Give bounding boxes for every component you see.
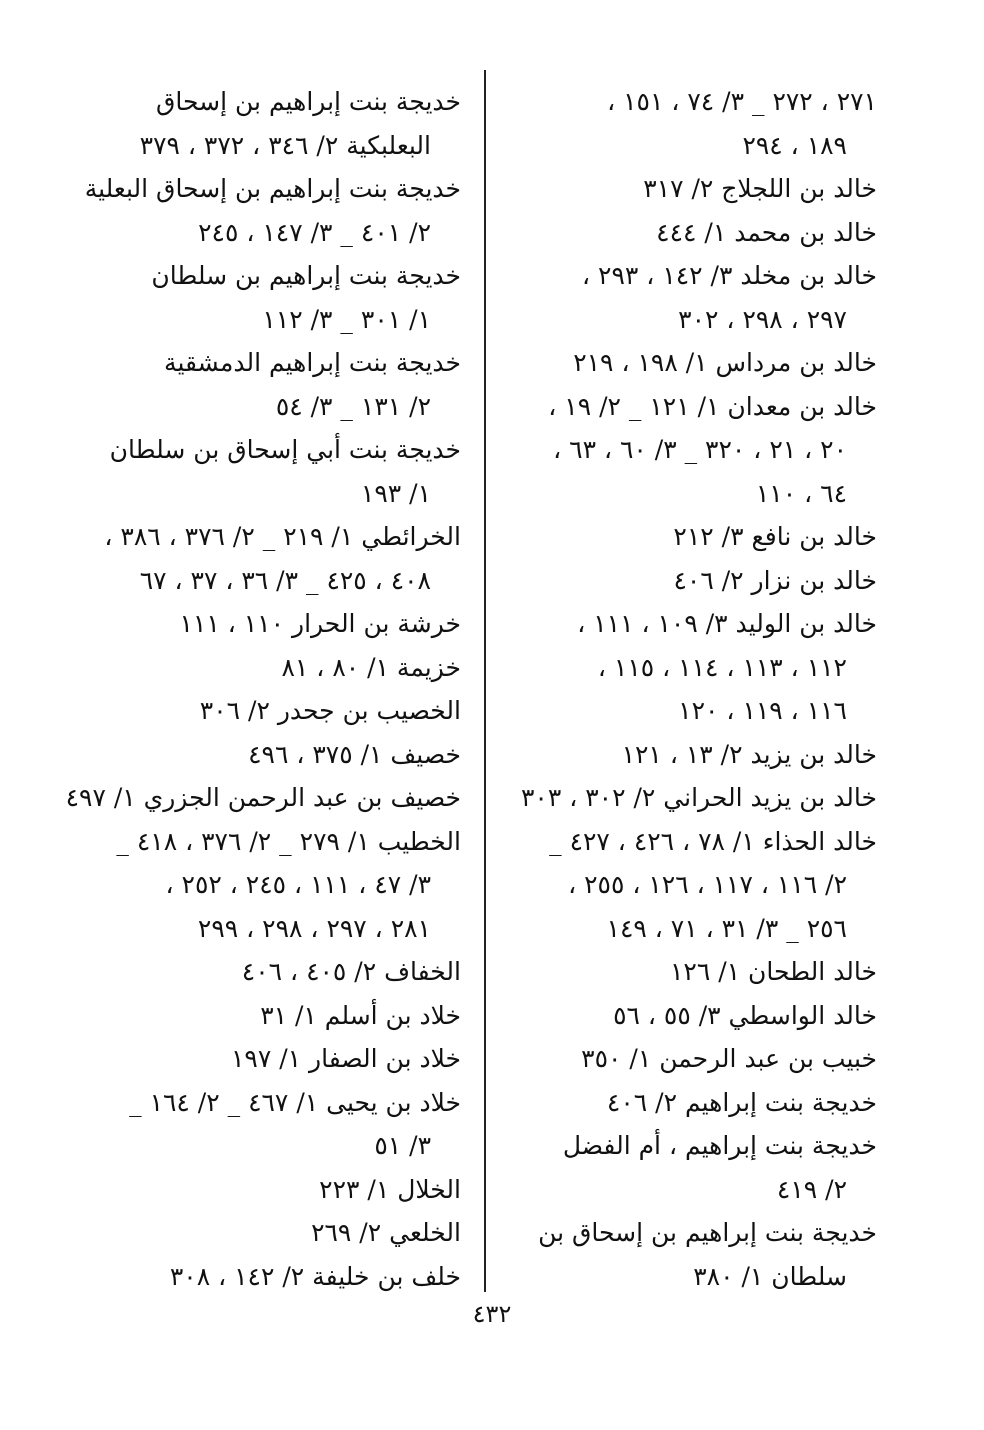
index-entry (95, 820, 461, 951)
index-entry (95, 1081, 461, 1168)
entry-heading-line: خالد بن مرداس ١/ ١٩٨ ، ٢١٩ (573, 348, 877, 377)
entry-heading-line: خالد بن نزار ٢/ ٤٠٦ (673, 565, 877, 595)
index-entry (95, 733, 461, 777)
index-entry (95, 1211, 461, 1255)
index-entry (505, 211, 877, 255)
index-entry (505, 1037, 877, 1081)
entry-continuation-line: ١/ ١٩٣ (360, 478, 431, 508)
entry-heading-line: خديجة بنت إبراهيم الدمشقية (164, 348, 461, 377)
entry-heading-line: خديجة بنت إبراهيم ٢/ ٤٠٦ (606, 1087, 877, 1117)
entry-continuation-line: ١١٢ ، ١١٣ ، ١١٤ ، ١١٥ ، (597, 652, 847, 682)
entry-heading-line: خرشة بن الحرار ١١٠ ، ١١١ (179, 609, 461, 638)
entry-continuation-line: ٦٤ ، ١١٠ (755, 478, 847, 508)
index-entry (95, 254, 461, 341)
entry-heading-line: الخفاف ٢/ ٤٠٥ ، ٤٠٦ (241, 957, 461, 986)
index-entry (95, 689, 461, 733)
entry-continuation-line: ٢٥٦ _ ٣/ ٣١ ، ٧١ ، ١٤٩ (606, 913, 847, 943)
entry-continuation-line: ١/ ٣٠١ _ ٣/ ١١٢ (262, 304, 431, 334)
entry-continuation-line: البعلبكية ٢/ ٣٤٦ ، ٣٧٢ ، ٣٧٩ (139, 130, 431, 160)
index-entry (505, 341, 877, 385)
index-entry (95, 602, 461, 646)
entry-heading-line: الخطيب ١/ ٢٧٩ _ ٢/ ٣٧٦ ، ٤١٨ _ (116, 826, 461, 856)
index-entry (95, 341, 461, 428)
entry-heading-line: الخلعي ٢/ ٢٦٩ (311, 1218, 461, 1247)
entry-continuation-line: ١١٦ ، ١١٩ ، ١٢٠ (678, 696, 847, 725)
index-entry (505, 254, 877, 341)
entry-heading-line: خلف بن خليفة ٢/ ١٤٢ ، ٣٠٨ (169, 1261, 461, 1291)
entry-continuation-line: ٤٠٨ ، ٤٢٥ _ ٣/ ٣٦ ، ٣٧ ، ٦٧ (139, 565, 431, 595)
index-entry (505, 733, 877, 777)
index-entry (505, 820, 877, 951)
index-entry (95, 646, 461, 690)
index-entry (95, 1168, 461, 1212)
index-entry (505, 1211, 877, 1298)
entry-heading-line: خديجة بنت أبي إسحاق بن سلطان (109, 435, 461, 464)
index-column-right (505, 80, 877, 1298)
index-entry (84, 167, 461, 254)
entry-continuation-line: ٢/ ١٣١ _ ٣/ ٥٤ (275, 391, 431, 421)
index-entry (95, 1037, 461, 1081)
index-entry (505, 515, 877, 559)
column-divider (484, 70, 486, 1292)
entry-continuation-line: ٣/ ٤٧ ، ١١١ ، ٢٤٥ ، ٢٥٢ ، (165, 870, 431, 899)
entry-heading-line: خالد الطحان ١/ ١٢٦ (670, 957, 877, 986)
index-entry (65, 776, 461, 820)
page-number: ٤٣٢ (472, 1300, 512, 1328)
entry-heading-line: خبيب بن عبد الرحمن ١/ ٣٥٠ (581, 1044, 877, 1073)
entry-heading-line: خديجة بنت إبراهيم بن سلطان (151, 261, 461, 290)
index-entry (95, 994, 461, 1038)
entry-heading-line: خالد بن نافع ٣/ ٢١٢ (673, 522, 877, 551)
entry-heading-line: خديجة بنت إبراهيم بن إسحاق بن (538, 1218, 877, 1247)
entry-heading-line: خالد بن معدان ١/ ١٢١ _ ٢/ ١٩ ، (548, 391, 877, 421)
entry-heading-line: خالد بن مخلد ٣/ ١٤٢ ، ٢٩٣ ، (582, 261, 877, 290)
entry-heading-line: خصيف بن عبد الرحمن الجزري ١/ ٤٩٧ (65, 783, 461, 812)
entry-continuation-line: ١٨٩ ، ٢٩٤ (742, 130, 847, 160)
index-entry (505, 80, 877, 167)
entry-heading-line: خالد بن محمد ١/ ٤٤٤ (656, 217, 877, 247)
entry-heading-line: الخصيب بن جحدر ٢/ ٣٠٦ (199, 696, 461, 725)
index-entry (505, 950, 877, 994)
entry-continuation-line: ٢/ ١١٦ ، ١١٧ ، ١٢٦ ، ٢٥٥ ، (568, 870, 847, 899)
entry-continuation-line: ٢/ ٤١٩ (776, 1174, 847, 1204)
entry-heading-line: خلاد بن أسلم ١/ ٣١ (260, 1000, 461, 1030)
index-entry (95, 428, 461, 515)
index-entry (95, 515, 461, 602)
entry-continuation-line: ٢٩٧ ، ٢٩٨ ، ٣٠٢ (678, 304, 847, 334)
index-entry (95, 950, 461, 994)
entry-heading-line: خالد بن يزيد الحراني ٢/ ٣٠٢ ، ٣٠٣ (520, 783, 877, 812)
index-entry (505, 167, 877, 211)
entry-heading-line: خالد بن يزيد ٢/ ١٣ ، ١٢١ (621, 739, 877, 769)
entry-continuation-line: سلطان ١/ ٣٨٠ (693, 1261, 847, 1291)
entry-heading-line: خالد بن اللجلاج ٢/ ٣١٧ (643, 174, 877, 203)
entry-heading-line: الخلال ١/ ٢٢٣ (319, 1174, 461, 1204)
index-entry (505, 1081, 877, 1125)
index-entry (505, 385, 877, 516)
index-entry (505, 1124, 877, 1211)
index-entry (95, 1255, 461, 1299)
entry-heading-line: خصيف ١/ ٣٧٥ ، ٤٩٦ (248, 739, 461, 769)
index-entry (505, 559, 877, 603)
entry-continuation-line: ٢٠ ، ٢١ ، ٣٢٠ _ ٣/ ٦٠ ، ٦٣ ، (553, 435, 847, 464)
entry-continuation-line: ٢٨١ ، ٢٩٧ ، ٢٩٨ ، ٢٩٩ (197, 913, 431, 943)
index-entry (505, 602, 877, 733)
entry-heading-line: خديجة بنت إبراهيم بن إسحاق البعلية (84, 174, 461, 203)
entry-heading-line: خالد الحذاء ١/ ٧٨ ، ٤٢٦ ، ٤٢٧ _ (549, 826, 877, 856)
entry-heading-line: خالد بن الوليد ٣/ ١٠٩ ، ١١١ ، (577, 609, 877, 638)
entry-heading-line: خديجة بنت إبراهيم ، أم الفضل (562, 1131, 877, 1160)
index-entry (95, 80, 461, 167)
entry-heading-line: خلاد بن يحيى ١/ ٤٦٧ _ ٢/ ١٦٤ _ (129, 1087, 461, 1117)
entry-heading-line: ٢٧١ ، ٢٧٢ _ ٣/ ٧٤ ، ١٥١ ، (607, 87, 877, 116)
index-entry (505, 994, 877, 1038)
index-column-left (65, 80, 461, 1298)
entry-continuation-line: ٣/ ٥١ (374, 1131, 431, 1160)
index-entry (505, 776, 877, 820)
entry-heading-line: خزيمة ١/ ٨٠ ، ٨١ (281, 652, 461, 682)
entry-heading-line: خلاد بن الصفار ١/ ١٩٧ (230, 1044, 461, 1073)
entry-heading-line: خديجة بنت إبراهيم بن إسحاق (156, 87, 461, 116)
entry-heading-line: خالد الواسطي ٣/ ٥٥ ، ٥٦ (613, 1000, 877, 1030)
entry-continuation-line: ٢/ ٤٠١ _ ٣/ ١٤٧ ، ٢٤٥ (198, 217, 431, 247)
entry-heading-line: الخرائطي ١/ ٢١٩ _ ٢/ ٣٧٦ ، ٣٨٦ ، (104, 522, 461, 551)
